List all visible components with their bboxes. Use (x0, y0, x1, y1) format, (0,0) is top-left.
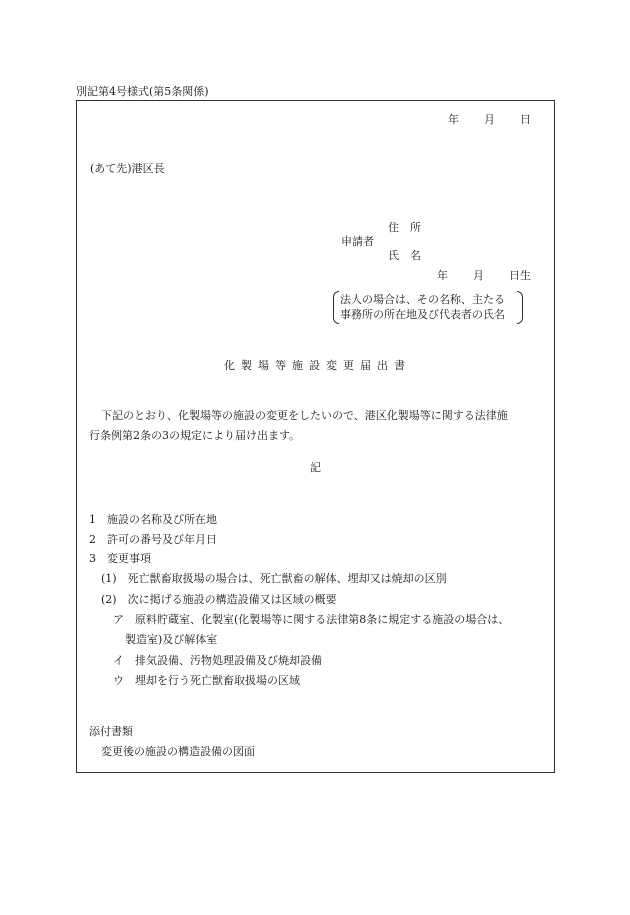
sub-item-u: ウ 埋却を行う死亡獣畜取扱場の区域 (113, 674, 300, 687)
date-day: 日 (520, 113, 531, 126)
addressee: (あて先)港区長 (90, 162, 165, 175)
document-title: 化製場等施設変更届出書 (224, 359, 411, 372)
birth-day: 日生 (509, 269, 531, 282)
body-line-1: 下記のとおり、化製場等の施設の変更をしたいので、港区化製場等に関する法律施 (101, 409, 508, 422)
sub-item-i: イ 排気設備、汚物処理設備及び焼却設備 (113, 654, 322, 667)
item-3: 3 変更事項 (89, 552, 151, 565)
address-label: 住 所 (388, 221, 421, 234)
sub-item-a-line-2: 製造室)及び解体室 (125, 633, 218, 646)
sub-item-2: (2) 次に掲げる施設の構造設備又は区域の概要 (101, 593, 337, 606)
form-label: 別記第4号様式(第5条関係) (76, 85, 209, 98)
item-1: 1 施設の名称及び所在地 (89, 513, 217, 526)
birth-year: 年 (437, 269, 448, 282)
attachments-heading: 添付書類 (89, 725, 133, 738)
birth-month: 月 (473, 269, 484, 282)
applicant-label: 申請者 (341, 235, 374, 248)
date-month: 月 (484, 113, 495, 126)
left-bracket (333, 291, 339, 324)
name-label: 氏 名 (388, 249, 421, 262)
item-2: 2 許可の番号及び年月日 (89, 533, 217, 546)
right-bracket (517, 291, 523, 324)
note-line-1: 法人の場合は、その名称、主たる (340, 293, 505, 306)
ki-heading: 記 (310, 461, 321, 474)
note-line-2: 事務所の所在地及び代表者の氏名 (340, 308, 505, 321)
sub-item-a-line-1: ア 原料貯蔵室、化製室(化製場等に関する法律第8条に規定する施設の場合は、 (113, 613, 510, 626)
sub-item-1: (1) 死亡獣畜取扱場の場合は、死亡獣畜の解体、埋却又は焼却の区別 (101, 572, 447, 585)
body-line-2: 行条例第2条の3の規定により届け出ます。 (89, 429, 301, 442)
attachments-item: 変更後の施設の構造設備の図面 (101, 745, 255, 758)
corporate-note (333, 291, 523, 324)
date-year: 年 (448, 113, 459, 126)
